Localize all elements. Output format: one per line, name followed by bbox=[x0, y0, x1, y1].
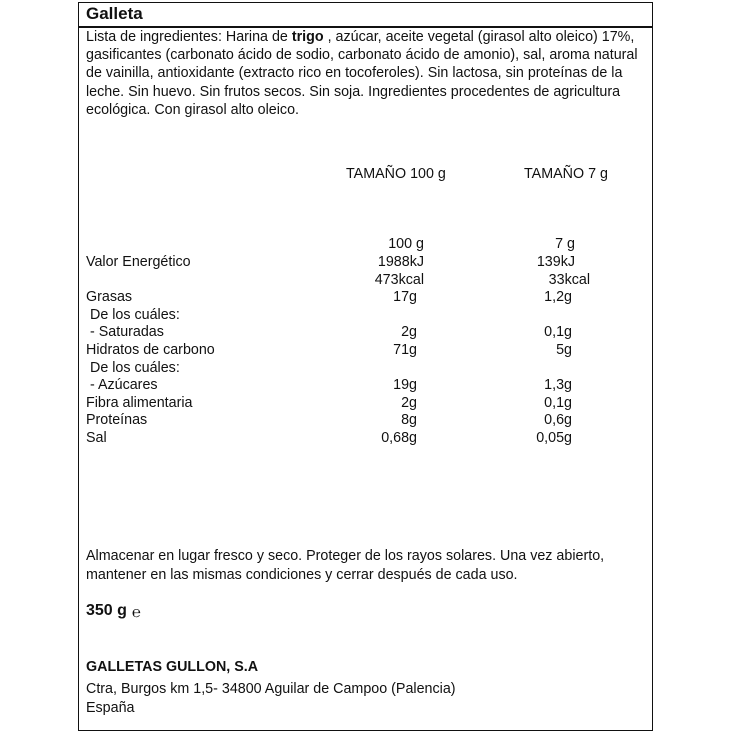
row-col2: 0,05g bbox=[536, 430, 572, 446]
row-col1: 71g bbox=[393, 342, 417, 358]
row-col2: 1,3g bbox=[544, 377, 572, 393]
row-col2: 0,6g bbox=[544, 412, 572, 428]
company-country: España bbox=[86, 700, 135, 716]
ingredients-allergen: trigo bbox=[291, 29, 324, 45]
row-label: Grasas bbox=[86, 289, 133, 305]
company-address: Ctra, Burgos km 1,5- 34800 Aguilar de Campoo (Palencia) bbox=[86, 681, 456, 697]
row-col1: 8g bbox=[401, 412, 417, 428]
ingredients-prefix: Lista de ingredientes: Harina de bbox=[86, 29, 292, 45]
row-label: Hidratos de carbono bbox=[86, 342, 215, 358]
col2-header: TAMAÑO 7 g bbox=[524, 166, 608, 182]
row-col1: 0,68g bbox=[381, 430, 417, 446]
storage-instructions: Almacenar en lugar fresco y seco. Proteger de los rayos solares. Una vez abierto, mantener en las mismas condiciones y cerrar después de cada uso. bbox=[86, 548, 605, 583]
row-col2: 0,1g bbox=[544, 324, 572, 340]
estimated-sign-icon: ℮ bbox=[132, 604, 142, 621]
energy-label: Valor Energético bbox=[86, 254, 191, 270]
energy-col2-kcal: 33kcal bbox=[548, 272, 590, 288]
row-col2: 5g bbox=[556, 342, 572, 358]
energy-col1-kj: 1988kJ bbox=[377, 254, 424, 270]
row-label: De los cuáles: bbox=[90, 307, 180, 323]
energy-col2-kj: 139kJ bbox=[536, 254, 575, 270]
row-col1: 19g bbox=[393, 377, 417, 393]
row-col1: 2g bbox=[401, 324, 417, 340]
row-label: - Saturadas bbox=[90, 324, 164, 340]
ingredients-list bbox=[86, 28, 646, 119]
row-label: De los cuáles: bbox=[90, 360, 180, 376]
row-label: Sal bbox=[86, 430, 107, 446]
row-col2: 1,2g bbox=[544, 289, 572, 305]
row-label: - Azúcares bbox=[90, 377, 158, 393]
row-col2: 0,1g bbox=[544, 395, 572, 411]
row-col1: 2g bbox=[401, 395, 417, 411]
product-title: Galleta bbox=[86, 4, 143, 23]
energy-col1-kcal: 473kcal bbox=[374, 272, 424, 288]
row-col1: 17g bbox=[393, 289, 417, 305]
row-label: Proteínas bbox=[86, 412, 148, 428]
ingredients-rest: , azúcar, aceite vegetal (girasol alto oleico) 17%, gasificantes (carbonato ácido de sodio, carbonato ácido de amonio), sal, aroma natural de vainilla, antioxidante (extracto rico en tocoferoles). Sin lactosa, sin proteínas de la leche. Sin huevo. Sin frutos secos. Sin soja. Ingredientes procedentes de agricultura ecológica. Con girasol alto oleico. bbox=[86, 29, 638, 118]
col2-size: 7 g bbox=[555, 236, 575, 252]
net-weight: 350 g bbox=[86, 602, 127, 619]
row-label: Fibra alimentaria bbox=[86, 395, 193, 411]
col1-size: 100 g bbox=[388, 236, 424, 252]
col1-header: TAMAÑO 100 g bbox=[346, 166, 446, 182]
company-name: GALLETAS GULLON, S.A bbox=[86, 659, 259, 675]
